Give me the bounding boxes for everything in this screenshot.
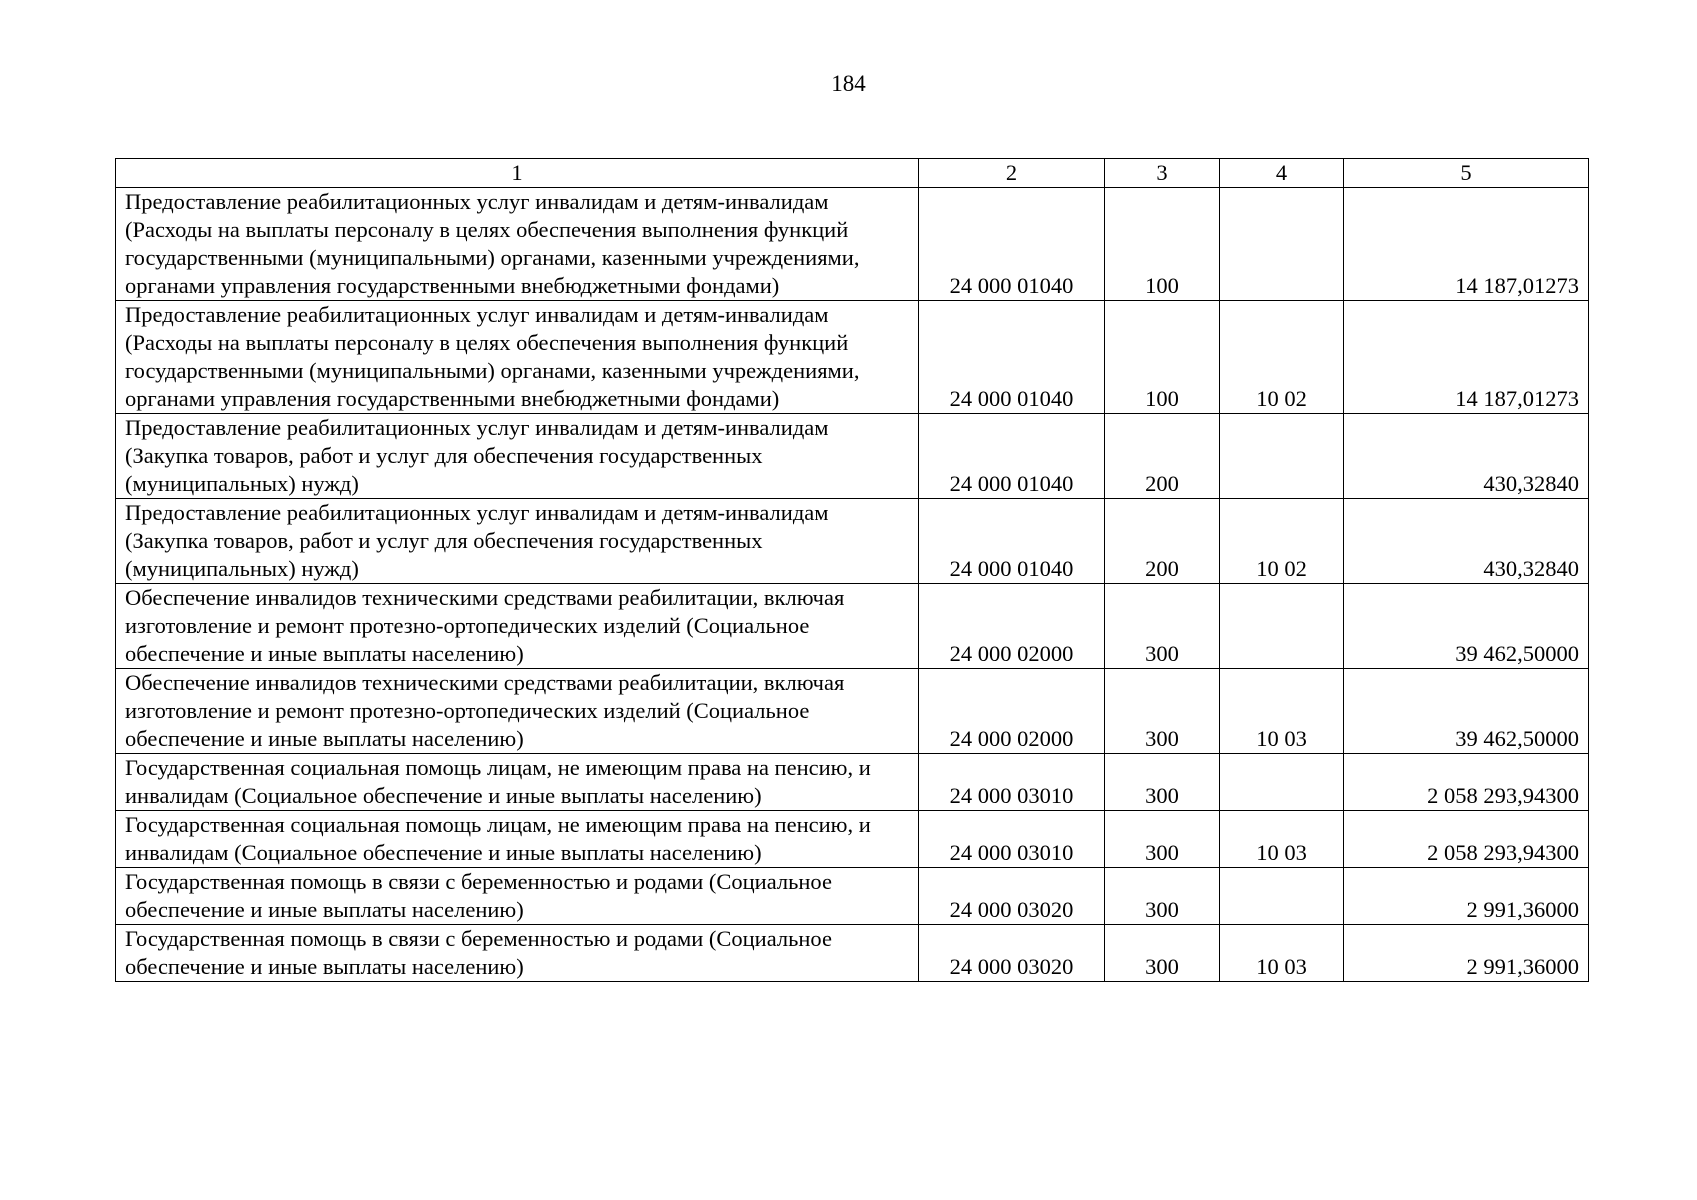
cell-name: Обеспечение инвалидов техническими средствами реабилитации, включая изготовление и ремонт протезно-ортопедических изделий (Социальное обеспечение и иные выплаты населению) [116, 584, 919, 669]
cell-type: 200 [1105, 499, 1220, 584]
cell-amount: 2 991,36000 [1344, 925, 1589, 982]
table-row [116, 188, 1589, 301]
cell-code: 24 000 03010 [919, 754, 1105, 811]
table-row [116, 669, 1589, 754]
cell-section [1220, 754, 1344, 811]
cell-code: 24 000 01040 [919, 414, 1105, 499]
cell-type: 300 [1105, 669, 1220, 754]
cell-amount: 39 462,50000 [1344, 669, 1589, 754]
header-col-3: 3 [1105, 159, 1220, 188]
cell-code: 24 000 02000 [919, 584, 1105, 669]
table-row [116, 414, 1589, 499]
cell-type: 300 [1105, 754, 1220, 811]
cell-name: Государственная помощь в связи с беременностью и родами (Социальное обеспечение и иные выплаты населению) [116, 868, 919, 925]
cell-section [1220, 868, 1344, 925]
cell-section [1220, 584, 1344, 669]
cell-type: 200 [1105, 414, 1220, 499]
page-number: 184 [831, 71, 866, 96]
cell-section: 10 03 [1220, 811, 1344, 868]
cell-amount: 2 058 293,94300 [1344, 754, 1589, 811]
cell-amount: 2 058 293,94300 [1344, 811, 1589, 868]
cell-section [1220, 188, 1344, 301]
cell-name: Государственная помощь в связи с беременностью и родами (Социальное обеспечение и иные выплаты населению) [116, 925, 919, 982]
header-col-2: 2 [919, 159, 1105, 188]
cell-name: Предоставление реабилитационных услуг инвалидам и детям-инвалидам (Расходы на выплаты персоналу в целях обеспечения выполнения функций государственными (муниципальными) органами, казенными учреждениями, органами управления государственными внебюджетными фондами) [116, 301, 919, 414]
cell-amount: 430,32840 [1344, 414, 1589, 499]
header-col-1: 1 [116, 159, 919, 188]
cell-code: 24 000 01040 [919, 499, 1105, 584]
table-body [116, 188, 1589, 982]
cell-type: 100 [1105, 188, 1220, 301]
cell-section: 10 03 [1220, 925, 1344, 982]
cell-name: Предоставление реабилитационных услуг инвалидам и детям-инвалидам (Закупка товаров, работ и услуг для обеспечения государственных (муниципальных) нужд) [116, 499, 919, 584]
cell-name: Обеспечение инвалидов техническими средствами реабилитации, включая изготовление и ремонт протезно-ортопедических изделий (Социальное обеспечение и иные выплаты населению) [116, 669, 919, 754]
cell-section: 10 02 [1220, 499, 1344, 584]
cell-code: 24 000 03010 [919, 811, 1105, 868]
cell-code: 24 000 01040 [919, 188, 1105, 301]
header-col-4: 4 [1220, 159, 1344, 188]
table-header [116, 159, 1589, 188]
header-col-5: 5 [1344, 159, 1589, 188]
cell-name: Предоставление реабилитационных услуг инвалидам и детям-инвалидам (Расходы на выплаты персоналу в целях обеспечения выполнения функций государственными (муниципальными) органами, казенными учреждениями, органами управления государственными внебюджетными фондами) [116, 188, 919, 301]
table-row [116, 811, 1589, 868]
cell-name: Предоставление реабилитационных услуг инвалидам и детям-инвалидам (Закупка товаров, работ и услуг для обеспечения государственных (муниципальных) нужд) [116, 414, 919, 499]
table-row [116, 868, 1589, 925]
table-row [116, 584, 1589, 669]
cell-section: 10 02 [1220, 301, 1344, 414]
cell-type: 300 [1105, 868, 1220, 925]
cell-amount: 2 991,36000 [1344, 868, 1589, 925]
cell-section: 10 03 [1220, 669, 1344, 754]
table-row [116, 925, 1589, 982]
cell-amount: 430,32840 [1344, 499, 1589, 584]
cell-section [1220, 414, 1344, 499]
table-row [116, 499, 1589, 584]
cell-code: 24 000 01040 [919, 301, 1105, 414]
cell-type: 100 [1105, 301, 1220, 414]
cell-code: 24 000 02000 [919, 669, 1105, 754]
table-row [116, 754, 1589, 811]
cell-code: 24 000 03020 [919, 868, 1105, 925]
header-row [116, 159, 1589, 188]
cell-name: Государственная социальная помощь лицам, не имеющим права на пенсию, и инвалидам (Социальное обеспечение и иные выплаты населению) [116, 811, 919, 868]
cell-amount: 39 462,50000 [1344, 584, 1589, 669]
cell-type: 300 [1105, 811, 1220, 868]
cell-amount: 14 187,01273 [1344, 188, 1589, 301]
budget-table [115, 158, 1589, 982]
cell-type: 300 [1105, 925, 1220, 982]
cell-amount: 14 187,01273 [1344, 301, 1589, 414]
cell-type: 300 [1105, 584, 1220, 669]
cell-code: 24 000 03020 [919, 925, 1105, 982]
cell-name: Государственная социальная помощь лицам, не имеющим права на пенсию, и инвалидам (Социальное обеспечение и иные выплаты населению) [116, 754, 919, 811]
table-row [116, 301, 1589, 414]
